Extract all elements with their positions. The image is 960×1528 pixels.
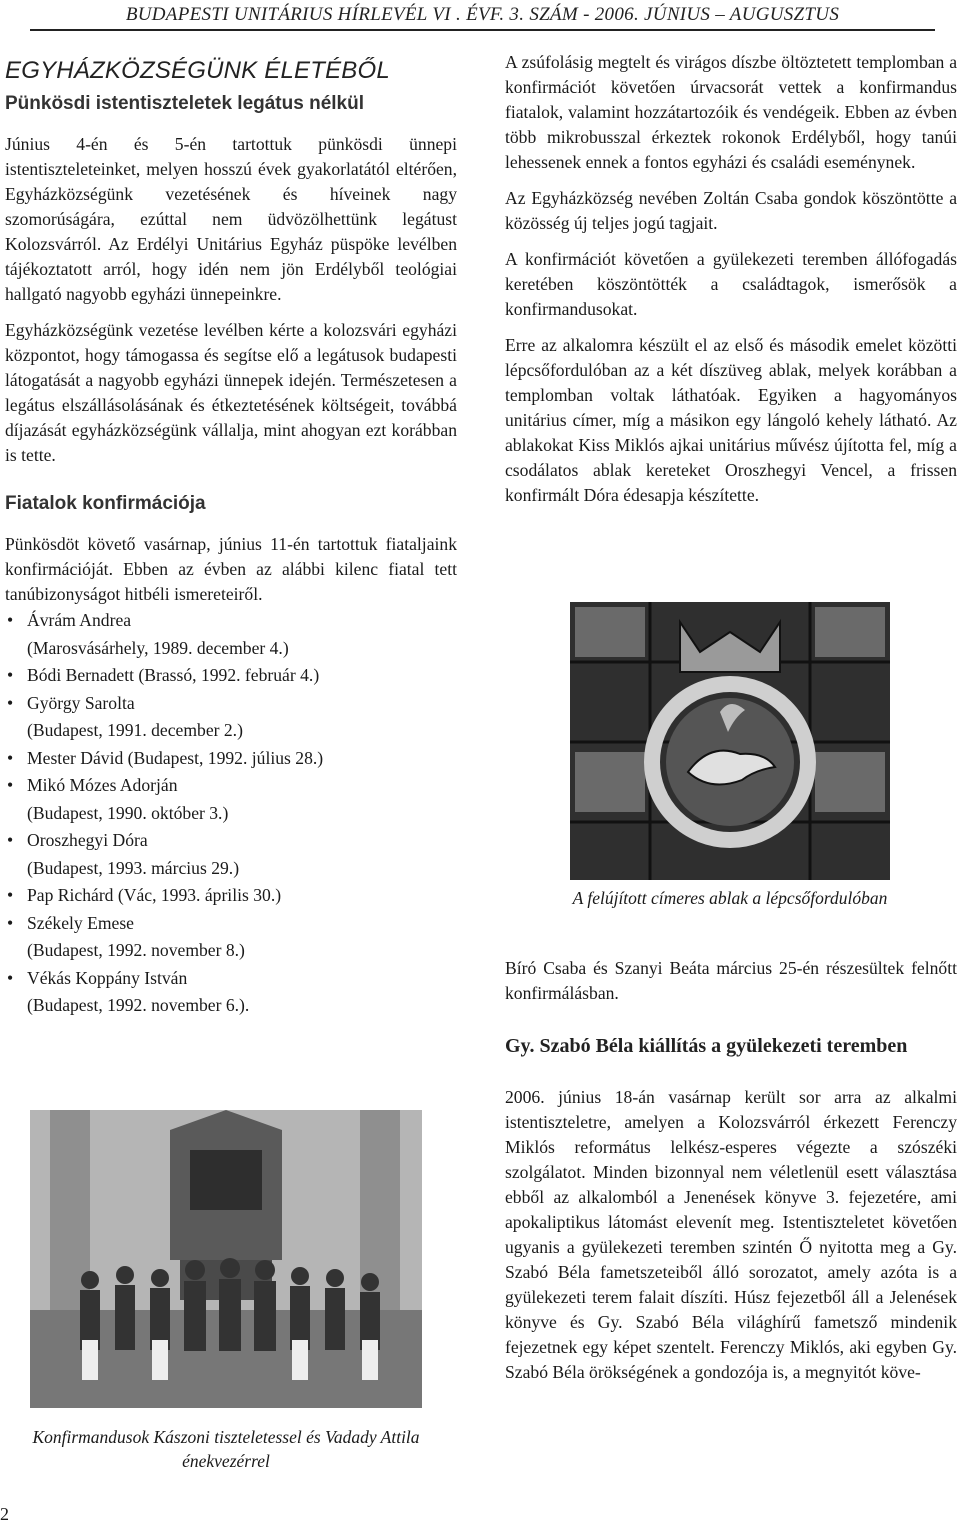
confirmand-name: Ávrám Andrea <box>27 610 132 630</box>
list-item <box>5 607 457 662</box>
confirmand-details: (Budapest, 1990. október 3.) <box>27 802 229 823</box>
article-paragraph: 2006. június 18-án vasárnap került sor arra az alkalmi istentiszteletre, amelyen a Kolozsvárról érkezett Ferenczy Miklós református lelkész-esperes végezte a szószéki szolgálatot. Minden bizonnyal nem véletlenül esett választása ebből az alkalomból a Jenenések könyve 3. fejezetére, ami apokaliptikus látomást elevenít meg. Istentiszteletet követően ugyanis a gyülekezeti teremben szintén Ő nyitotta meg a Gy. Szabó Béla fametszeteiből álló sorozatot, amely azóta is a gyülekezeti terem falait díszíti. Húsz fejezetből áll a Jelenések könyve és Gy. Szabó Béla világhírű fametsző mindenik fejezetnek egy képet szentelt. Ferenczy Miklós, aki egyben Gy. Szabó Béla örökségének a gondozója is, a megnyitót köve- <box>505 1087 957 1382</box>
left-column <box>5 56 457 1020</box>
confirmand-name: Mikó Mózes Adorján <box>27 775 178 795</box>
stained-glass-window-photo <box>570 602 890 880</box>
confirmand-name: Oroszhegyi Dóra <box>27 830 148 850</box>
confirmand-name: Székely Emese <box>27 912 134 933</box>
article-paragraph: Erre az alkalomra készült el az első és második emelet közötti lépcsőfordulóban az a két díszüveg ablak, melyek korábban a templomban voltak láthatóak. Egyiken a hagyományos unitárius címer, míg a másikon egy lángoló kehely látható. Az ablakokat Kiss Miklós ajkai unitárius művész újította fel, míg a csodálatos ablak kereteket Oroszhegyi Vencel, a frissen konfirmált Dóra édesapja készítette. <box>505 335 957 505</box>
list-item <box>5 910 457 965</box>
article-title-exhibition: Gy. Szabó Béla kiállítás a gyülekezeti teremben <box>505 1035 908 1057</box>
article-paragraph: Pünkösdöt követő vasárnap, június 11-én tartottuk fiataljaink konfirmációját. Ebben az évben az alábbi kilenc fiatal tett tanúbizonyságot hitbéli ismereteiről. <box>5 534 457 604</box>
page-number: 2 <box>0 1504 9 1524</box>
article-paragraph: Az Egyházközség nevében Zoltán Csaba gondok köszöntötte a közösség új teljes jogú tagjait. <box>505 188 957 233</box>
list-item <box>5 827 457 882</box>
article-paragraph: A konfirmációt követően a gyülekezeti teremben állófogadás keretében köszöntötték a családtagok, ismerősök a konfirmandusokat. <box>505 249 957 319</box>
list-item <box>5 882 457 910</box>
section-title: EGYHÁZKÖZSÉGÜNK ÉLETÉBŐL <box>5 57 390 84</box>
list-item <box>5 745 457 773</box>
group-photo-caption: Konfirmandusok Kászoni tiszteletessel és Vadady Attila énekvezérrel <box>32 1427 420 1471</box>
window-photo-caption: A felújított címeres ablak a lépcsőfordulóban <box>572 888 888 908</box>
list-item <box>5 690 457 745</box>
group-photo <box>30 1110 422 1408</box>
article-paragraph: Bíró Csaba és Szanyi Beáta március 25-én részesültek felnőtt konfirmálásban. <box>505 958 957 1003</box>
confirmand-list <box>5 607 457 1020</box>
list-item <box>5 662 457 690</box>
article-paragraph: Egyházközségünk vezetése levélben kérte a kolozsvári egyházi központot, hogy támogassa és segítse elő a legátusok budapesti látogatását a nagyobb egyházi ünnepek idején. Természetesen a legátus elszállásolásának és étkeztetésének költségeit, továbbá díjazását egyházközségünk vállalja, mint ahogyan ezt korábban is tette. <box>5 320 457 465</box>
article-paragraph: Június 4-én és 5-én tartottuk pünkösdi ünnepi istentiszteleteinket, melyen hosszú évek gyakorlatától eltérően, Egyházközségünk vezetésének és híveinek nagy szomorúságára, ezúttal nem üdvözölhettünk legátust Kolozsvárról. Az Erdélyi Unitárius Egyház püspöke levélben tájékoztatott arról, hogy idén nem jön Erdélyből teológiai hallgató nagyobb egyházi ünnepeinkre. <box>5 134 457 304</box>
right-column <box>505 50 957 519</box>
confirmand-name: Vékás Koppány István <box>27 967 188 988</box>
article-paragraph: A zsúfolásig megtelt és virágos díszbe öltöztetett templomban a konfirmációt követően úrvacsorát vettek a konfirmandus fiatalok, valamint hozzátartozóik és vendégeik. Ebben az évben több mikrobusszal érkeztek rokonok Erdélyből, hogy tanúi lehessenek ennek a fontos egyházi és családi eseménynek. <box>505 52 957 172</box>
list-item <box>5 965 457 1020</box>
confirmand-name: György Sarolta <box>27 692 135 713</box>
article-title-pentecost: Pünkösdi istentiszteletek legátus nélkül <box>5 93 364 114</box>
list-item <box>5 772 457 827</box>
confirmand-name: Mester Dávid (Budapest, 1992. július 28.) <box>27 747 324 768</box>
confirmand-name: Pap Richárd (Vác, 1993. április 30.) <box>27 885 282 905</box>
right-column-lower <box>505 956 957 1396</box>
confirmand-name: Bódi Bernadett (Brassó, 1992. február 4.) <box>27 665 320 685</box>
article-title-confirmation: Fiatalok konfirmációja <box>5 493 206 514</box>
confirmand-details: (Budapest, 1992. november 8.) <box>27 940 245 960</box>
running-header: BUDAPESTI UNITÁRIUS HÍRLEVÉL VI . ÉVF. 3. SZÁM - 2006. JÚNIUS – AUGUSZTUS <box>30 4 935 31</box>
confirmand-details: (Marosvásárhely, 1989. december 4.) <box>27 637 289 658</box>
confirmand-details: (Budapest, 1991. december 2.) <box>27 720 243 740</box>
confirmand-details: (Budapest, 1993. március 29.) <box>27 857 240 878</box>
confirmand-details: (Budapest, 1992. november 6.). <box>27 995 250 1015</box>
